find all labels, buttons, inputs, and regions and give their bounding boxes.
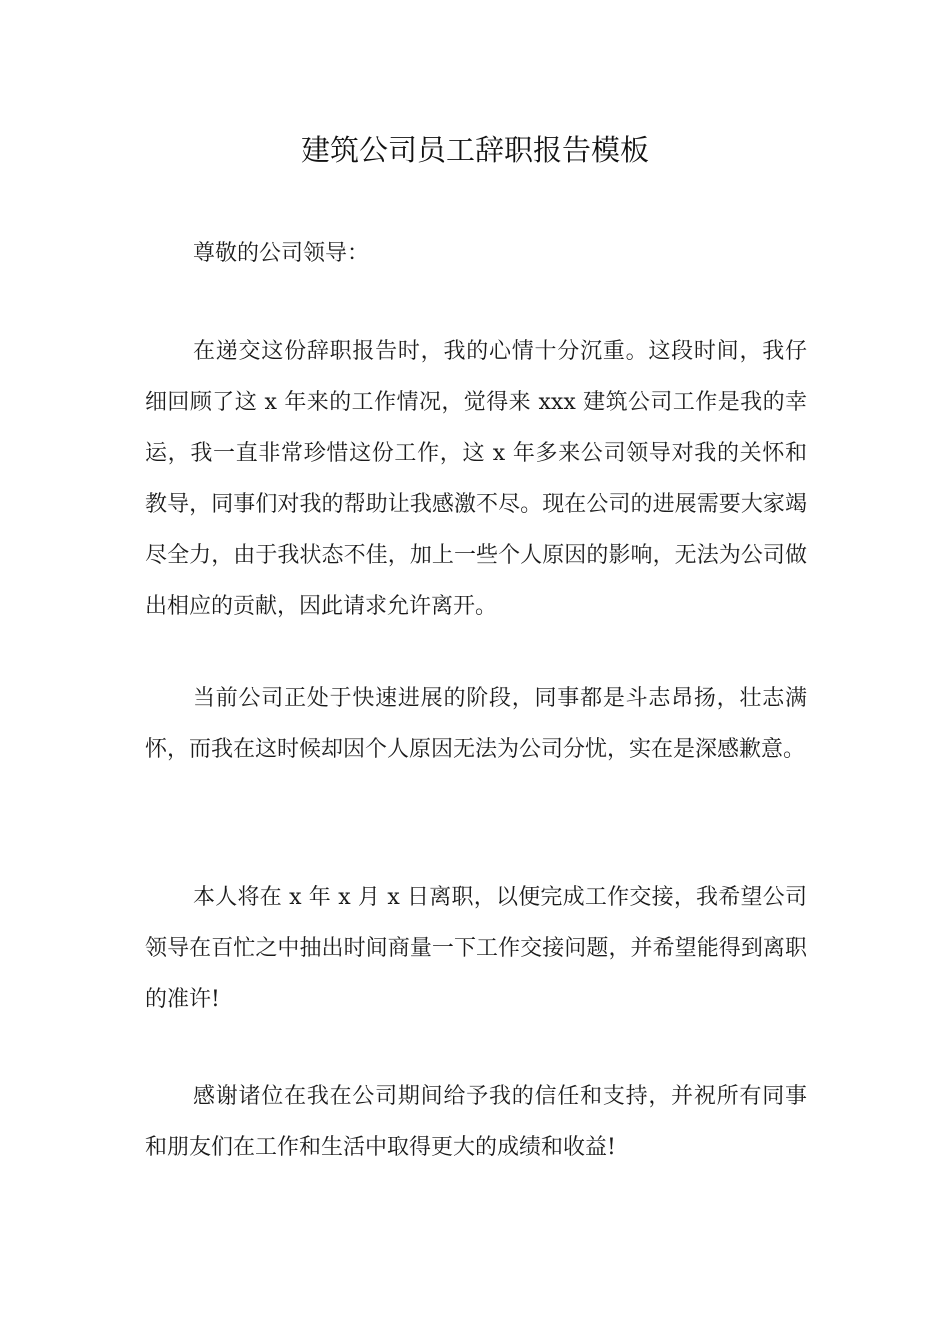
- paragraph-reason: 在递交这份辞职报告时，我的心情十分沉重。这段时间，我仔细回顾了这 x 年来的工作情况，觉得来 xxx 建筑公司工作是我的幸运，我一直非常珍惜这份工作，这 x 年多来公司领导对我的关怀和教导，同事们对我的帮助让我感激不尽。现在公司的进展需要大家竭尽全力，由于我状态不佳，加上一些个人原因的影响，无法为公司做出相应的贡献，因此请求允许离开。: [145, 339, 807, 619]
- document-title: 建筑公司员工辞职报告模板: [300, 133, 649, 167]
- paragraph-thanks: 感谢诸位在我在公司期间给予我的信任和支持，并祝所有同事和朋友们在工作和生活中取得更大的成绩和收益!: [145, 1084, 807, 1160]
- paragraph-apology: 当前公司正处于快速进展的阶段，同事都是斗志昂扬，壮志满怀，而我在这时候却因个人原因无法为公司分忧，实在是深感歉意。: [145, 686, 807, 762]
- salutation: 尊敬的公司领导：: [193, 241, 370, 266]
- paragraph-handover: 本人将在 x 年 x 月 x 日离职，以便完成工作交接，我希望公司领导在百忙之中抽出时间商量一下工作交接问题，并希望能得到离职的准许!: [145, 885, 807, 1012]
